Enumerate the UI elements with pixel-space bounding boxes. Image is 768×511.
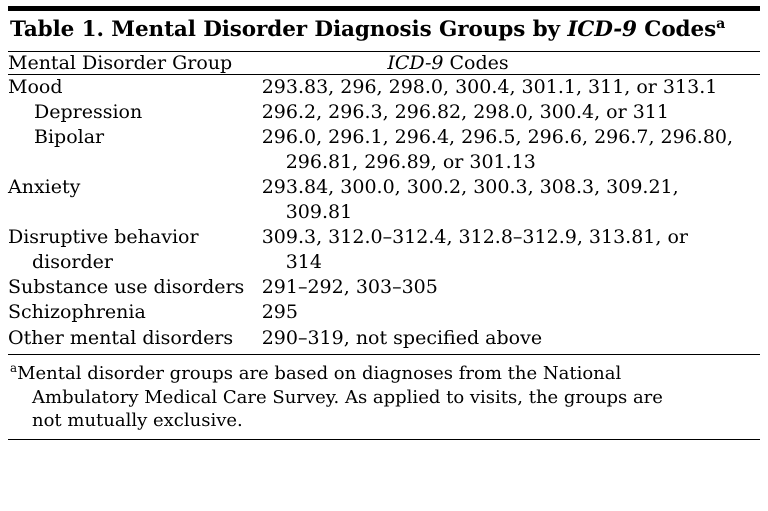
row-label-bipolar: Bipolar: [34, 125, 105, 148]
row-label-anxiety: Anxiety: [8, 176, 81, 199]
row-label-other: Other mental disorders: [8, 326, 234, 349]
row-label-substance: Substance use disorders: [8, 276, 245, 299]
column-header-group: Mental Disorder Group: [8, 51, 233, 74]
table-row: [8, 275, 760, 300]
row-codes-bipolar: [258, 125, 760, 175]
table-row: [8, 326, 760, 351]
table-row: [8, 100, 760, 125]
row-label-disruptive-line2: disorder: [32, 251, 114, 274]
row-label-depression: Depression: [34, 100, 143, 123]
row-label-mood: Mood: [8, 75, 63, 98]
column-header-codes: [294, 52, 760, 74]
row-label-disruptive: [8, 225, 258, 275]
table-title-suffix: Codes: [636, 17, 717, 42]
row-codes-depression: 296.2, 296.3, 296.82, 298.0, 300.4, or 311: [261, 100, 669, 123]
table-title-icd9: ICD-9: [567, 17, 637, 42]
table-row: [8, 125, 760, 175]
table-title: [8, 11, 760, 51]
row-codes-bipolar-line1: 296.0, 296.1, 296.4, 296.5, 296.6, 296.7, 296.80,: [261, 125, 734, 148]
row-codes-anxiety-line2: 309.81: [285, 201, 353, 224]
footnote-line2: Ambulatory Medical Care Survey. As applied to visits, the groups are: [32, 386, 663, 408]
table-bottom-rule: [8, 439, 760, 440]
table-1: [8, 52, 760, 74]
row-codes-other: 290–319, not specified above: [261, 326, 543, 349]
row-codes-substance: 291–292, 303–305: [261, 276, 438, 299]
column-header-codes-italic: ICD-9: [387, 51, 444, 74]
row-codes-schizophrenia: 295: [261, 301, 298, 324]
row-codes-anxiety: [258, 175, 760, 225]
table-title-footnote-marker: a: [716, 15, 726, 32]
row-codes-mood: 293.83, 296, 298.0, 300.4, 301.1, 311, or 313.1: [261, 75, 718, 98]
row-label-schizophrenia: Schizophrenia: [8, 301, 146, 324]
row-codes-disruptive: [258, 225, 760, 275]
column-header-codes-rest: Codes: [443, 51, 509, 74]
table-footnote: [8, 355, 760, 440]
footnote-marker: a: [10, 360, 18, 375]
table-title-prefix: Table 1. Mental Disorder Diagnosis Groups by: [10, 17, 568, 42]
table-header-row: [8, 52, 760, 74]
table-row: [8, 75, 760, 100]
row-codes-bipolar-line2: 296.81, 296.89, or 301.13: [285, 150, 536, 173]
row-codes-disruptive-line2: 314: [285, 251, 322, 274]
table-row: [8, 225, 760, 275]
footnote-line3: not mutually exclusive.: [32, 410, 243, 432]
row-codes-anxiety-line1: 293.84, 300.0, 300.2, 300.3, 308.3, 309.21,: [261, 176, 679, 199]
footnote-line1: Mental disorder groups are based on diagnoses from the National: [17, 362, 622, 384]
table-row: [8, 300, 760, 325]
table-body: [8, 75, 760, 351]
table-1-container: [0, 6, 768, 440]
row-label-disruptive-line1: Disruptive behavior: [8, 226, 199, 249]
table-row: [8, 175, 760, 225]
row-codes-disruptive-line1: 309.3, 312.0–312.4, 312.8–312.9, 313.81, or: [261, 226, 688, 249]
